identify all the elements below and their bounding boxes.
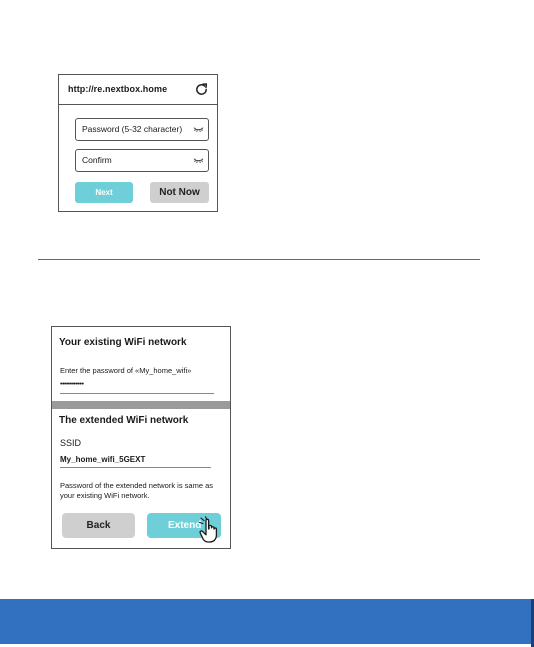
password-underline — [60, 393, 214, 394]
confirm-placeholder: Confirm — [82, 155, 112, 165]
ssid-underline — [60, 467, 211, 468]
next-button[interactable]: Next — [75, 182, 133, 203]
hand-pointer-icon — [198, 516, 228, 546]
refresh-icon[interactable] — [194, 82, 209, 97]
ssid-label: SSID — [60, 438, 82, 448]
password-prompt: Enter the password of «My_home_wifi» — [60, 366, 192, 375]
section-divider — [38, 259, 480, 260]
existing-network-title: Your existing WiFi network — [59, 337, 187, 348]
ssid-input[interactable]: My_home_wifi_5GEXT — [60, 455, 146, 464]
address-bar[interactable] — [59, 75, 217, 105]
extended-network-title: The extended WiFi network — [59, 415, 189, 426]
section-separator — [52, 401, 230, 409]
url-text: http://re.nextbox.home — [68, 84, 168, 94]
password-placeholder: Password (5-32 character) — [82, 124, 183, 134]
extend-button[interactable]: Extend — [147, 513, 221, 538]
confirm-field[interactable] — [75, 149, 209, 172]
existing-password-input[interactable]: •••••••••••• — [60, 381, 84, 388]
not-now-button[interactable]: Not Now — [150, 182, 209, 203]
password-field[interactable] — [75, 118, 209, 141]
footer-band — [0, 599, 534, 644]
eye-hidden-icon[interactable] — [193, 157, 204, 164]
router-setup-panel — [58, 74, 218, 212]
password-note: Password of the extended network is same as your existing WiFi network. — [60, 481, 213, 500]
eye-hidden-icon[interactable] — [193, 126, 204, 133]
back-button[interactable]: Back — [62, 513, 135, 538]
